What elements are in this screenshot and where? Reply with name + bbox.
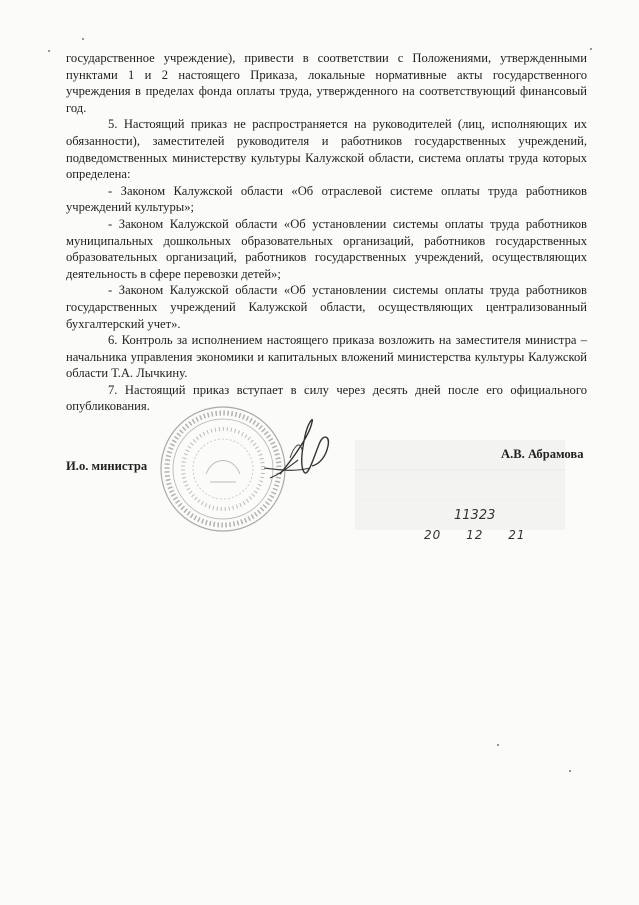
law-reference-culture: - Законом Калужской области «Об отраслевой системе оплаты труда работников учреждений культуры»;	[66, 183, 587, 215]
law-reference-accounting: - Законом Калужской области «Об установлении системы оплаты труда работников государственных учреждений Калужской области, осуществляющих централизованный бухгалтерский учет».	[66, 283, 587, 331]
signer-title: И.о. министра	[66, 459, 148, 473]
paragraph-item-6: 6. Контроль за исполнением настоящего приказа возложить на заместителя министра – начальника управления экономики и капитальных вложений министерства культуры Калужской области Т.А. Лычкину.	[66, 333, 587, 381]
date-day: 20	[424, 528, 442, 542]
scan-speck	[497, 744, 499, 746]
paragraph-item-7: 7. Настоящий приказ вступает в силу через десять дней после его официального опубликования.	[66, 382, 587, 414]
paragraph-item-5: 5. Настоящий приказ не распространяется на руководителей (лиц, исполняющих их обязанности), заместителей руководителя и работников государственных учреждений, подведомственных министерству культуры Калужской области, система оплаты труда которых определена:	[66, 117, 587, 182]
paragraph-continuation: государственное учреждение), привести в соответствии с Положениями, утвержденными пунктами 1 и 2 настоящего Приказа, локальные нормативные акты государственного учреждения в пределах фонда оплаты труда, утвержденного на соответствующий финансовый год.	[66, 51, 587, 115]
order-body	[66, 50, 587, 415]
handwritten-signature	[250, 416, 355, 486]
scan-speck	[48, 50, 50, 52]
scan-speck	[569, 770, 571, 772]
date-month: 12	[466, 528, 484, 542]
scan-speck	[82, 38, 84, 40]
registration-date	[424, 528, 546, 542]
signer-name: А.В. Абрамова	[501, 447, 584, 461]
law-reference-education: - Законом Калужской области «Об установлении системы оплаты труда работников муниципальных дошкольных образовательных организаций, работников государственных образовательных организаций, работников государственных учреждений, осуществляющих деятельность в сфере перевозки детей»;	[66, 216, 587, 281]
registration-number: 11323	[454, 508, 496, 523]
scan-speck	[590, 48, 592, 50]
date-year: 21	[508, 528, 526, 542]
